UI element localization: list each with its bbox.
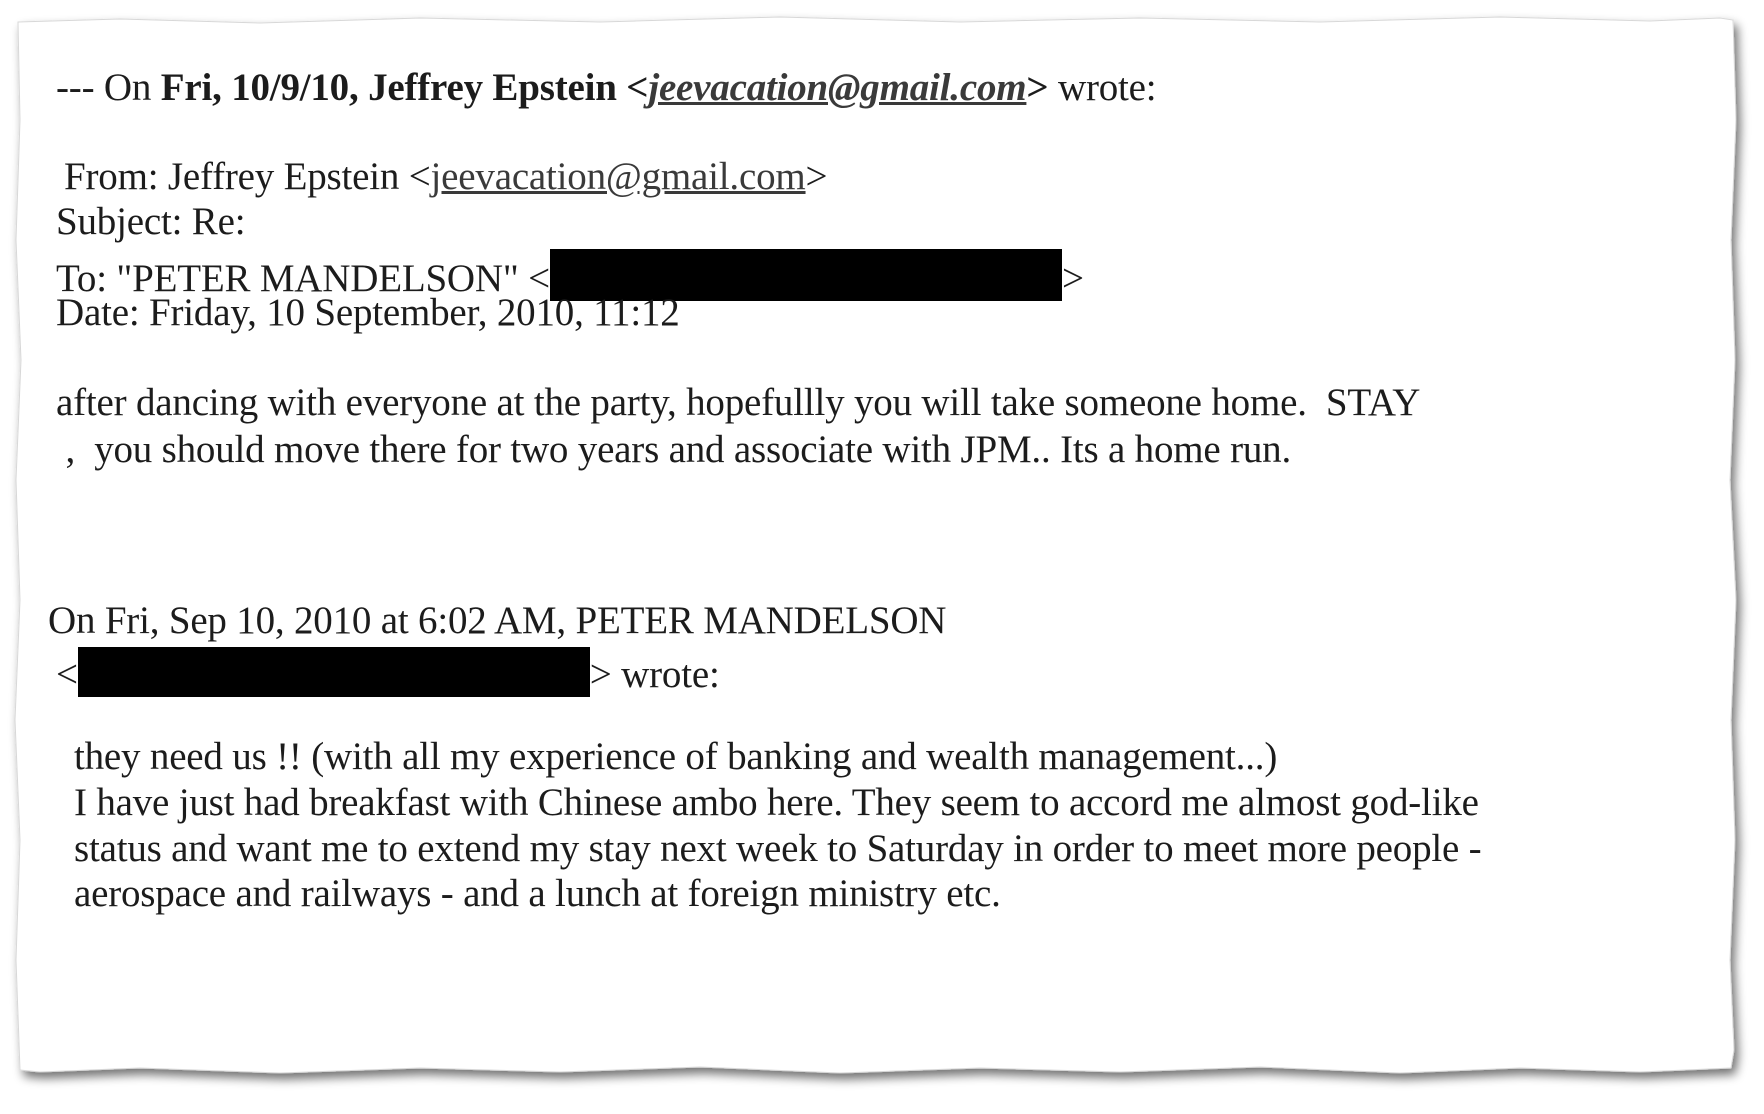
reply-body-line-4: aerospace and railways - and a lunch at foreign ministry etc.: [74, 872, 1001, 915]
from-email-link[interactable]: jeevacation@gmail.com: [430, 155, 806, 198]
reply-header-line-1: On Fri, Sep 10, 2010 at 6:02 AM, PETER MANDELSON: [48, 599, 947, 642]
reply-body-line-1: they need us !! (with all my experience of banking and wealth management...): [74, 735, 1278, 778]
redacted-email-block-2: [78, 647, 590, 697]
reply-header-line-2: < > wrote:: [56, 647, 720, 697]
quote-header-prefix: --- On: [56, 66, 161, 109]
from-name: Jeffrey Epstein <: [167, 155, 431, 198]
to-line: To: "PETER MANDELSON" < >: [56, 249, 1084, 301]
sender-email-link[interactable]: jeevacation@gmail.com: [648, 66, 1027, 109]
quote-header: [56, 68, 1156, 107]
email-document: [18, 20, 1734, 1082]
from-line: From: Jeffrey Epstein <jeevacation@gmail.com>: [64, 155, 828, 198]
to-prefix: To: "PETER MANDELSON" <: [56, 257, 550, 300]
reply-body-line-3: status and want me to extend my stay next week to Saturday in order to meet more people -: [74, 827, 1482, 870]
date-line: Date: Friday, 10 September, 2010, 11:12: [56, 291, 680, 334]
quote-header-wrote: wrote:: [1048, 66, 1157, 109]
reply-body-line-2: I have just had breakfast with Chinese ambo here. They seem to accord me almost god-like: [74, 781, 1479, 824]
quote-header-date-sender: Fri, 10/9/10, Jeffrey Epstein: [160, 66, 617, 109]
quote-header-close: >: [1026, 66, 1049, 109]
body-line-2: , you should move there for two years and associate with JPM.. Its a home run.: [56, 428, 1292, 471]
subject-line: Subject: Re:: [56, 200, 246, 243]
quote-header-open: <: [616, 66, 649, 109]
body-line-1: after dancing with everyone at the party, hopefullly you will take someone home. STAY: [56, 381, 1421, 424]
